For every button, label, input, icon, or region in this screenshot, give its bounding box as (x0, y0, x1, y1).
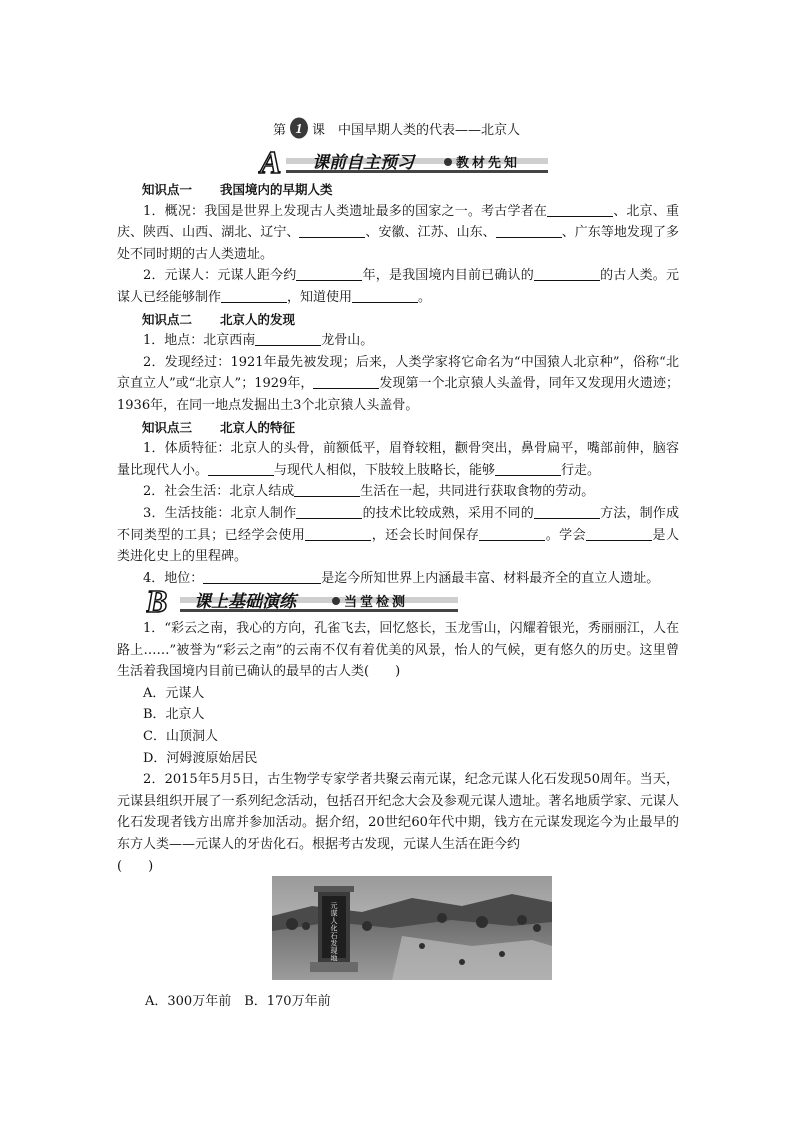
fill-blank[interactable] (296, 266, 362, 281)
question-2-options[interactable]: A．300万年前 B．170万年前 (145, 994, 331, 1009)
fill-blank[interactable] (294, 482, 360, 497)
lesson-title: 中国早期人类的代表——北京人 (338, 123, 521, 138)
section-a-letter: A (260, 146, 282, 176)
fill-blank[interactable] (296, 504, 362, 519)
fill-blank[interactable] (221, 288, 287, 303)
kp1-heading: 知识点一 我国境内的早期人类 (142, 182, 333, 197)
fill-blank[interactable] (299, 223, 365, 238)
kp3-paragraph-1: 1．体质特征：北京人的头骨，前额低平，眉脊较粗，颧骨突出，鼻骨扁平，嘴部前伸，脑容量比现代人小。 与现代人相似，下肢较上肢略长，能够 行走。 (117, 441, 679, 478)
fill-blank[interactable] (547, 202, 613, 217)
section-a-banner (258, 146, 558, 174)
section-a-subtitle: 教材先知 (456, 156, 521, 171)
title-suffix: 课 (311, 123, 325, 138)
fill-blank[interactable] (479, 526, 545, 541)
question-1-option-c[interactable]: C．山顶洞人 (143, 728, 218, 744)
fill-blank[interactable] (255, 331, 321, 346)
kp3-paragraph-2: 2．社会生活：北京人结成 生活在一起，共同进行获取食物的劳动。 (143, 484, 595, 500)
yuanmou-site-photo (272, 876, 552, 980)
question-1-option-d[interactable]: D．河姆渡原始居民 (143, 750, 258, 766)
fill-blank[interactable] (496, 223, 562, 238)
fill-blank[interactable] (495, 461, 561, 476)
fill-blank[interactable] (305, 526, 371, 541)
kp3-heading: 知识点三 北京人的特征 (142, 419, 296, 435)
section-a-bullet-icon (444, 158, 452, 166)
kp3-paragraph-4: 4．地位： 是迄今所知世界上内涵最丰富、材料最齐全的直立人遗址。 (143, 570, 660, 586)
fill-blank[interactable] (203, 569, 321, 584)
kp1-paragraph-2: 2．元谋人：元谋人距今约 年，是我国境内目前已确认的 的古人类。元谋人已经能够制作 ，知道使用 。 (117, 268, 679, 305)
question-1-option-b[interactable]: B．北京人 (143, 707, 205, 723)
section-b-title: 课上基础演练 (194, 592, 296, 612)
kp2-paragraph-2: 2．发现经过：1921年最先被发现；后来，人类学家将它命名为“中国猿人北京种”，俗称“北京直立人”或“北京人”；1929年， 发现第一个北京猿人头盖骨，同年又发现用火遗迹；1936年，在同一地点发掘出土3个北京猿人头盖骨。 (117, 354, 679, 413)
lesson-number-badge (289, 117, 309, 139)
kp2-heading: 知识点二 北京人的发现 (142, 311, 296, 327)
section-a-title: 课前自主预习 (312, 153, 414, 173)
lesson-number: 1 (295, 122, 303, 137)
kp3-paragraph-3: 3．生活技能：北京人制作 的技术比较成熟，采用不同的 方法，制作成不同类型的工具；已经学会使用 ，还会长时间保存 。学会 是人类进化史上的里程碑。 (117, 505, 679, 565)
question-2-answer-paren: ( ) (117, 858, 154, 874)
section-b-banner (146, 584, 466, 616)
question-1-stem: 1．“彩云之南，我心的方向，孔雀飞去，回忆悠长，玉龙雪山，闪耀着银光，秀丽丽江，人在路上……”被誉为“彩云之南”的云南不仅有着优美的风景，怡人的气候，更有悠久的历史。这里曾生活着我国境内目前已确认的最早的古人类( ) (117, 621, 679, 680)
fill-blank[interactable] (586, 526, 652, 541)
section-b-letter: B (146, 584, 168, 616)
kp2-paragraph-1: 1．地点：北京西南 龙骨山。 (143, 333, 374, 349)
lesson-title-line (0, 117, 793, 141)
title-prefix: 第 (272, 123, 286, 138)
fill-blank[interactable] (313, 374, 379, 389)
question-2-stem: 2．2015年5月5日，古生物学专家学者共聚云南元谋，纪念元谋人化石发现50周年。当天，元谋县组织开展了一系列纪念活动，包括召开纪念大会及参观元谋人遗址。著名地质学家、元谋人化石发现者钱方出席并参加活动。据介绍，20世纪60年代中期，钱方在元谋发现迄今为止最早的东方人类——元谋人的牙齿化石。根据考古发现，元谋人生活在距今约 (117, 772, 679, 852)
fill-blank[interactable] (352, 288, 418, 303)
fill-blank[interactable] (534, 266, 600, 281)
monument-inscription: 元谋人化石发现地 (330, 902, 338, 962)
section-b-bullet-icon (332, 597, 340, 605)
fill-blank[interactable] (534, 504, 600, 519)
exercise-questions (117, 618, 679, 877)
knowledge-points (117, 179, 679, 589)
section-b-subtitle: 当堂检测 (344, 595, 409, 610)
question-1-option-a[interactable]: A．元谋人 (143, 685, 205, 701)
kp1-paragraph-1: 1．概况：我国是世界上发现古人类遗址最多的国家之一。考古学者在 、北京、重庆、陕西、山西、湖北、辽宁、 、安徽、江苏、山东、 、广东等地发现了多处不同时期的古人类遗址。 (117, 203, 679, 262)
fill-blank[interactable] (208, 461, 274, 476)
